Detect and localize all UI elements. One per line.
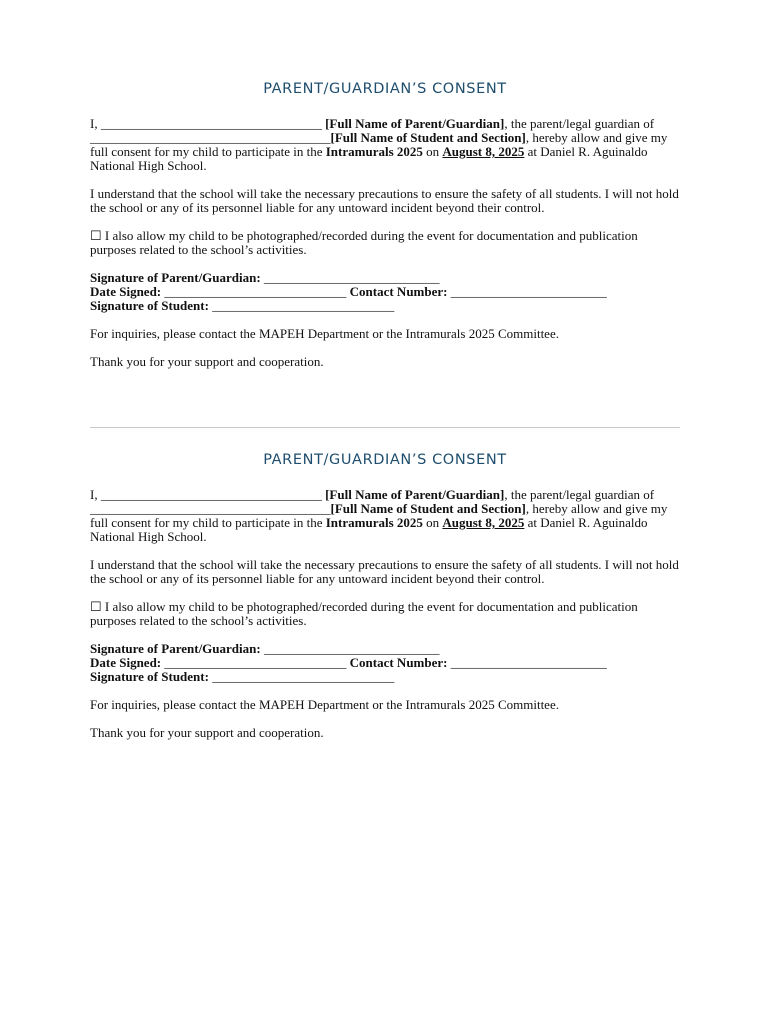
student-name-blank[interactable]: _____________________________________ (90, 501, 331, 516)
event-name: Intramurals 2025 (325, 515, 423, 530)
date-contact-row (90, 285, 680, 299)
contact-number-label: Contact Number: (349, 284, 448, 299)
role-text: , the parent/legal guardian of (504, 487, 655, 502)
form-title: PARENT/GUARDIAN’S CONSENT (263, 81, 507, 97)
student-signature-row (90, 299, 680, 313)
intro-text: I, (90, 487, 101, 502)
date-signed-line[interactable]: ____________________________ (161, 655, 350, 670)
student-signature-label: Signature of Student: (90, 298, 209, 313)
event-date: August 8, 2025 (442, 144, 525, 159)
on-text: on (422, 144, 443, 159)
consent-text: , hereby allow and give my full consent for my child to participate in the (90, 130, 668, 159)
liability-paragraph: I understand that the school will take the necessary precautions to ensure the safety of all students. I will not hold the school or any of its personnel liable for any untoward incident beyond their control. (90, 557, 679, 586)
student-name-blank[interactable]: _____________________________________ (90, 130, 331, 145)
student-signature-line[interactable]: ____________________________ (208, 669, 395, 684)
parent-signature-line[interactable]: ___________________________ (260, 270, 440, 285)
inquiries-text: For inquiries, please contact the MAPEH Department or the Intramurals 2025 Committee. (90, 697, 559, 712)
consent-form-2 (90, 451, 680, 754)
parent-name-label: [Full Name of Parent/Guardian] (325, 116, 505, 131)
parent-name-blank[interactable]: __________________________________ (100, 487, 322, 502)
date-contact-row (90, 656, 680, 670)
parent-signature-line[interactable]: ___________________________ (260, 641, 440, 656)
media-consent-paragraph[interactable]: ☐ I also allow my child to be photographed/recorded during the event for documentation and publication purposes related to the school’s activities. (90, 228, 638, 257)
consent-paragraph (90, 488, 680, 544)
media-consent-paragraph[interactable]: ☐ I also allow my child to be photographed/recorded during the event for documentation and publication purposes related to the school’s activities. (90, 599, 638, 628)
signature-block (90, 271, 680, 313)
date-signed-label: Date Signed: (90, 284, 162, 299)
consent-paragraph (90, 117, 680, 173)
date-signed-line[interactable]: ____________________________ (161, 284, 350, 299)
student-name-label: [Full Name of Student and Section] (330, 130, 526, 145)
parent-signature-label: Signature of Parent/Guardian: (90, 641, 261, 656)
event-date: August 8, 2025 (442, 515, 525, 530)
parent-signature-row (90, 271, 680, 285)
contact-number-label: Contact Number: (349, 655, 448, 670)
inquiries-text: For inquiries, please contact the MAPEH Department or the Intramurals 2025 Committee. (90, 326, 559, 341)
parent-name-label: [Full Name of Parent/Guardian] (325, 487, 505, 502)
role-text: , the parent/legal guardian of (504, 116, 655, 131)
intro-text: I, (90, 116, 101, 131)
thanks-text: Thank you for your support and cooperation. (90, 725, 324, 740)
form-title: PARENT/GUARDIAN’S CONSENT (263, 452, 507, 468)
on-text: on (422, 515, 443, 530)
form-divider (90, 427, 680, 428)
student-name-label: [Full Name of Student and Section] (330, 501, 526, 516)
school-text: at Daniel R. Aguinaldo National High School. (90, 144, 648, 173)
parent-name-blank[interactable]: __________________________________ (100, 116, 322, 131)
consent-form-1 (90, 80, 680, 383)
contact-number-line[interactable]: ________________________ (447, 284, 607, 299)
event-name: Intramurals 2025 (325, 144, 423, 159)
liability-paragraph: I understand that the school will take the necessary precautions to ensure the safety of all students. I will not hold the school or any of its personnel liable for any untoward incident beyond their control. (90, 186, 679, 215)
parent-signature-label: Signature of Parent/Guardian: (90, 270, 261, 285)
school-text: at Daniel R. Aguinaldo National High School. (90, 515, 648, 544)
contact-number-line[interactable]: ________________________ (447, 655, 607, 670)
signature-block (90, 642, 680, 684)
date-signed-label: Date Signed: (90, 655, 162, 670)
student-signature-row (90, 670, 680, 684)
parent-signature-row (90, 642, 680, 656)
thanks-text: Thank you for your support and cooperation. (90, 354, 324, 369)
student-signature-label: Signature of Student: (90, 669, 209, 684)
student-signature-line[interactable]: ____________________________ (208, 298, 395, 313)
consent-text: , hereby allow and give my full consent for my child to participate in the (90, 501, 668, 530)
